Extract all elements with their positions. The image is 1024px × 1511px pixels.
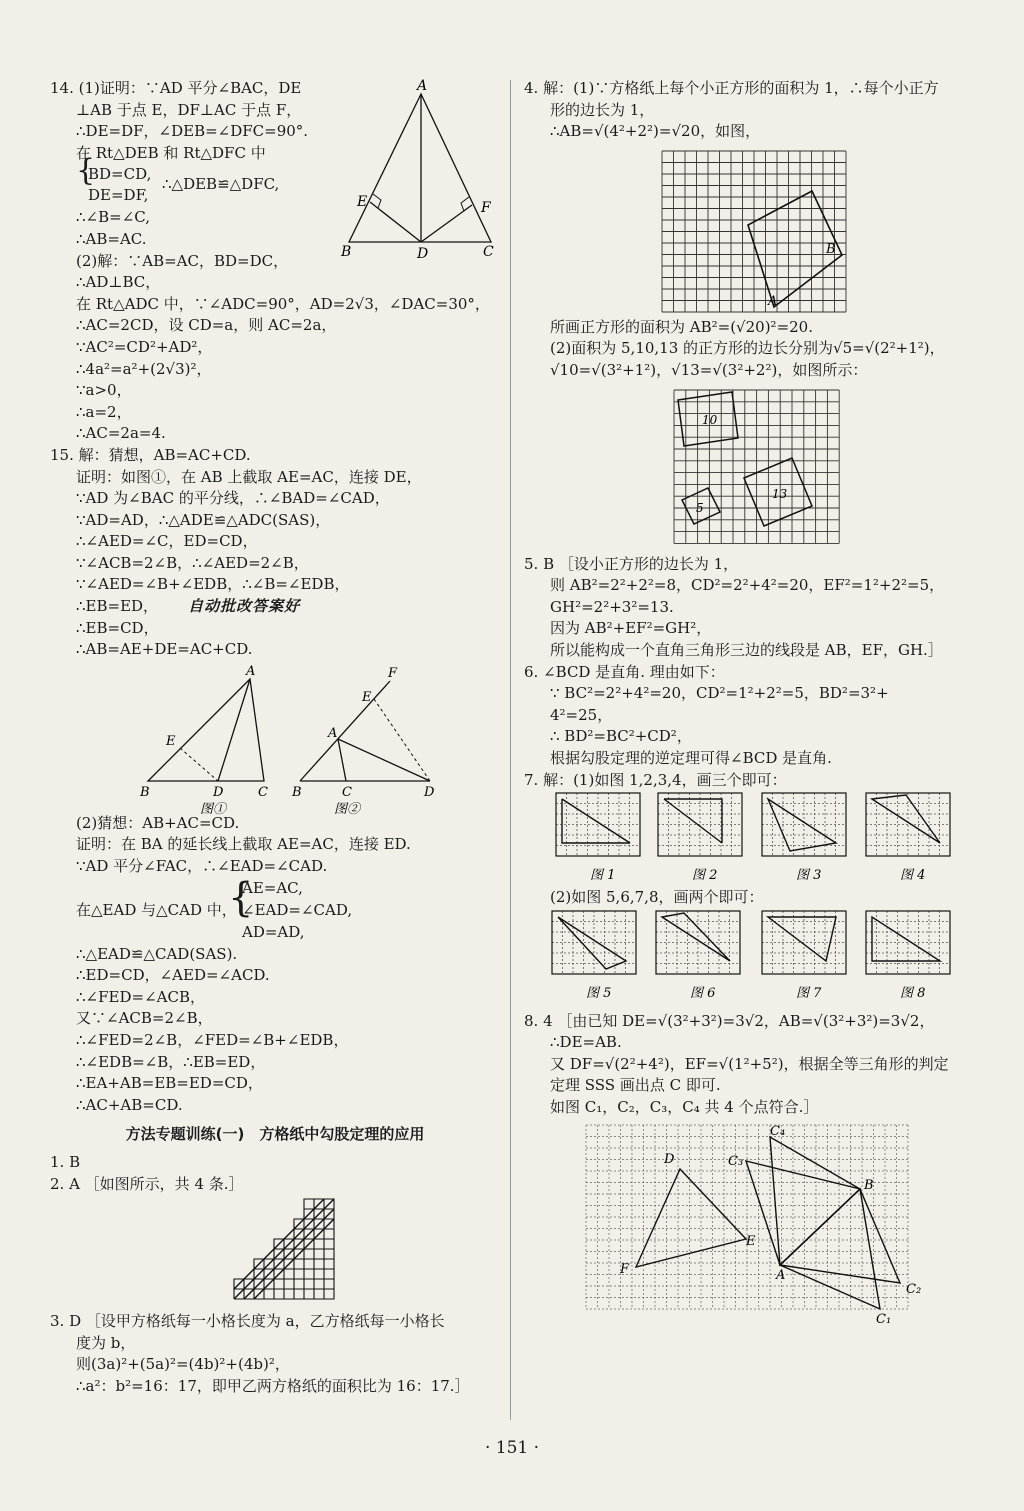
svg-text:10: 10 (702, 412, 718, 427)
q7-fig-8 (864, 909, 960, 1001)
svg-text:图①: 图① (200, 801, 227, 815)
svg-text:D: D (417, 246, 429, 258)
answer-1: 1. B (50, 1152, 81, 1171)
answer-2: 2. A ［如图所示，共 4 条.］ (50, 1174, 244, 1193)
svg-text:图 6: 图 6 (690, 985, 716, 1001)
svg-text:图 7: 图 7 (796, 985, 822, 1001)
q7-fig-4 (864, 791, 960, 883)
figure-1 (138, 665, 288, 815)
grid-figure-squares-5-10-13 (672, 388, 842, 546)
right-column (524, 78, 984, 1323)
q7-fig-3 (760, 791, 856, 883)
problem-14: A E F B D C 14. (1)证明：∵AD 平分∠BAC，DE ⊥AB 于点 E，DF⊥AC 于点 F， ∴DE=DF，∠DEB=∠DFC=90°. 在 Rt△DEB 和 Rt△DFC 中 { BD=CD, DE=DF, ∴△DEB≌△DFC, ∴∠B=∠C, ∴AB=AC. (2)解：∵AB=AC，BD=DC， ∴AD⊥BC， 在 Rt△ADC 中，∵∠ADC=90°，AD=2√3，∠DAC=30°， ∴AC=2CD，设 CD=a，则 AC=2a， ∵AC²=CD²+AD²， ∴4a²=a²+(2√3)²， ∵a>0， ∴a=2， ∴AC=2a=4. (50, 78, 500, 445)
svg-text:图 2: 图 2 (692, 868, 718, 884)
answer-7: 7. 解：(1)如图 1,2,3,4，画三个即可： 图 1 图 2 图 3 图 4 (2)如图 5,6,7,8，画两个即可： 图 5 图 6 图 7 图 8 (524, 770, 984, 1003)
grid-figure-square-20 (658, 147, 858, 317)
svg-text:C: C (483, 244, 494, 258)
answer-8: 8. 4 ［由已知 DE=√(3²+3²)=3√2，AB=√(3²+3²)=3√2， ∴DE=AB. 又 DF=√(2²+4²)，EF=√(1²+5²)，根据全等三角形的判定 定理 SSS 画出点 C 即可. 如图 C₁，C₂，C₃，C₄ 共 4 个点符合.］ D E F A B C₃ C₄ C₂ C₁ (524, 1011, 984, 1323)
svg-text:图 3: 图 3 (796, 868, 822, 884)
brace-system-2: 在△EAD 与△CAD 中， { AE=AC, ∠EAD=∠CAD, AD=AD, (76, 874, 353, 941)
page-number: · 151 · (484, 1438, 540, 1458)
figure-2 (290, 665, 450, 815)
section-title: 方法专题训练(一) 方格纸中勾股定理的应用 (125, 1125, 425, 1144)
q7-figs-row2 (524, 909, 984, 1003)
q7-fig-7 (760, 909, 856, 1001)
svg-text:图 1: 图 1 (590, 868, 616, 884)
answer-3: 3. D ［设甲方格纸每一小格长度为 a，乙方格纸每一小格长 度为 b， 则(3a)²+(5a)²=(4b)²+(4b)²， ∴a²：b²=16：17，即甲乙两方格纸的面积比为 16：17.］ (50, 1312, 470, 1395)
svg-text:A: A (417, 78, 428, 94)
handwritten-note: 自动批改答案好 (188, 597, 301, 616)
q7-fig-2 (656, 791, 752, 883)
svg-text:C₄: C₄ (770, 1123, 786, 1139)
svg-text:A: A (768, 293, 778, 309)
q7-fig-6 (654, 909, 750, 1001)
svg-text:E: E (362, 689, 372, 705)
left-column (50, 78, 500, 1398)
figure-staircase-grid (230, 1195, 340, 1305)
svg-text:D: D (664, 1151, 675, 1167)
svg-text:图 4: 图 4 (900, 868, 926, 884)
svg-text:C₃: C₃ (728, 1153, 744, 1169)
svg-text:图 8: 图 8 (900, 985, 926, 1001)
brace-system-1: { BD=CD, DE=DF, ∴△DEB≌△DFC, (76, 153, 280, 205)
svg-text:F: F (481, 200, 491, 216)
svg-text:A: A (246, 664, 256, 679)
svg-text:C₁: C₁ (876, 1311, 892, 1323)
q7-fig-5 (550, 909, 646, 1001)
svg-text:13: 13 (772, 486, 788, 501)
svg-text:C: C (342, 784, 352, 800)
column-divider (510, 80, 511, 1420)
svg-text:图②: 图② (334, 801, 361, 815)
svg-text:F: F (620, 1261, 630, 1277)
svg-text:B: B (292, 784, 302, 800)
svg-text:E: E (357, 194, 368, 210)
q7-figs-row1 (524, 791, 984, 887)
q7-fig-1 (554, 791, 650, 883)
svg-text:B: B (826, 241, 836, 257)
grid-figure-congruent-triangles (584, 1123, 924, 1323)
answer-6: 6. ∠BCD 是直角. 理由如下： ∵ BC²=2²+4²=20，CD²=1²+2²=5，BD²=3²+ 4²=25， ∴ BD²=BC²+CD²， 根据勾股定理的逆定理可得∠BCD 是直角. (524, 662, 889, 767)
figures-15 (50, 661, 500, 813)
svg-text:C₂: C₂ (906, 1281, 922, 1297)
svg-text:E: E (166, 733, 176, 749)
svg-text:5: 5 (696, 500, 704, 515)
svg-text:E: E (746, 1233, 756, 1249)
svg-text:C: C (258, 784, 268, 800)
answer-4: 4. 解：(1)∵方格纸上每个小正方形的面积为 1，∴每个小正方 形的边长为 1， ∴AB=√(4²+2²)=√20，如图， A B 所画正方形的面积为 AB²=(√20)²=20. (2)面积为 5,10,13 的正方形的边长分别为√5=√(2²+1²)， √10=√(3²+1²)，√13=√(3²+2²)，如图所示： 10 5 13 (524, 78, 984, 546)
svg-text:D: D (213, 784, 224, 800)
svg-text:F: F (388, 665, 398, 681)
problem-15: 15. 解：猜想，AB=AC+CD. 证明：如图①，在 AB 上截取 AE=AC，连接 DE， ∵AD 为∠BAC 的平分线，∴∠BAD=∠CAD， ∵AD=AD，∴△ADE≌△ADC(SAS)， ∴∠AED=∠C，ED=CD， ∵∠ACB=2∠B，∴∠AED=2∠B， ∵∠AED=∠B+∠EDB，∴∠B=∠EDB， ∴EB=ED， 自动批改答案好 ∴EB=CD， ∴AB=AE+DE=AC+CD. A E B D C 图① F E A B C D 图② (2)猜想：AB+AC=CD. 证明：在 BA 的延长线上截取 AE=AC，连接 ED. ∵AD 平分∠FAC，∴∠EAD=∠CAD. 在△EAD 与△CAD 中， { AE=AC, ∠EAD=∠CAD, AD=AD, ∴△EAD≌△CAD(SAS). ∴ED=CD，∠AED=∠ACD. ∴∠FED=∠ACB， 又∵∠ACB=2∠B， ∴∠FED=2∠B，∠FED=∠B+∠EDB， ∴∠EDB=∠B，∴EB=ED， ∴EA+AB=EB=ED=CD， ∴AC+AB=CD. (50, 445, 500, 1116)
svg-text:B: B (341, 244, 352, 258)
svg-text:D: D (424, 784, 435, 800)
svg-text:B: B (140, 784, 150, 800)
answer-5: 5. B ［设小正方形的边长为 1， 则 AB²=2²+2²=8，CD²=2²+4²=20，EF²=1²+2²=5， GH²=2²+3²=13. 因为 AB²+EF²=GH²， 所以能构成一个直角三角形三边的线段是 AB，EF，GH.］ (524, 554, 945, 659)
svg-text:B: B (864, 1177, 874, 1193)
svg-text:A: A (328, 725, 338, 741)
svg-text:A: A (776, 1267, 786, 1283)
svg-text:图 5: 图 5 (586, 985, 612, 1001)
